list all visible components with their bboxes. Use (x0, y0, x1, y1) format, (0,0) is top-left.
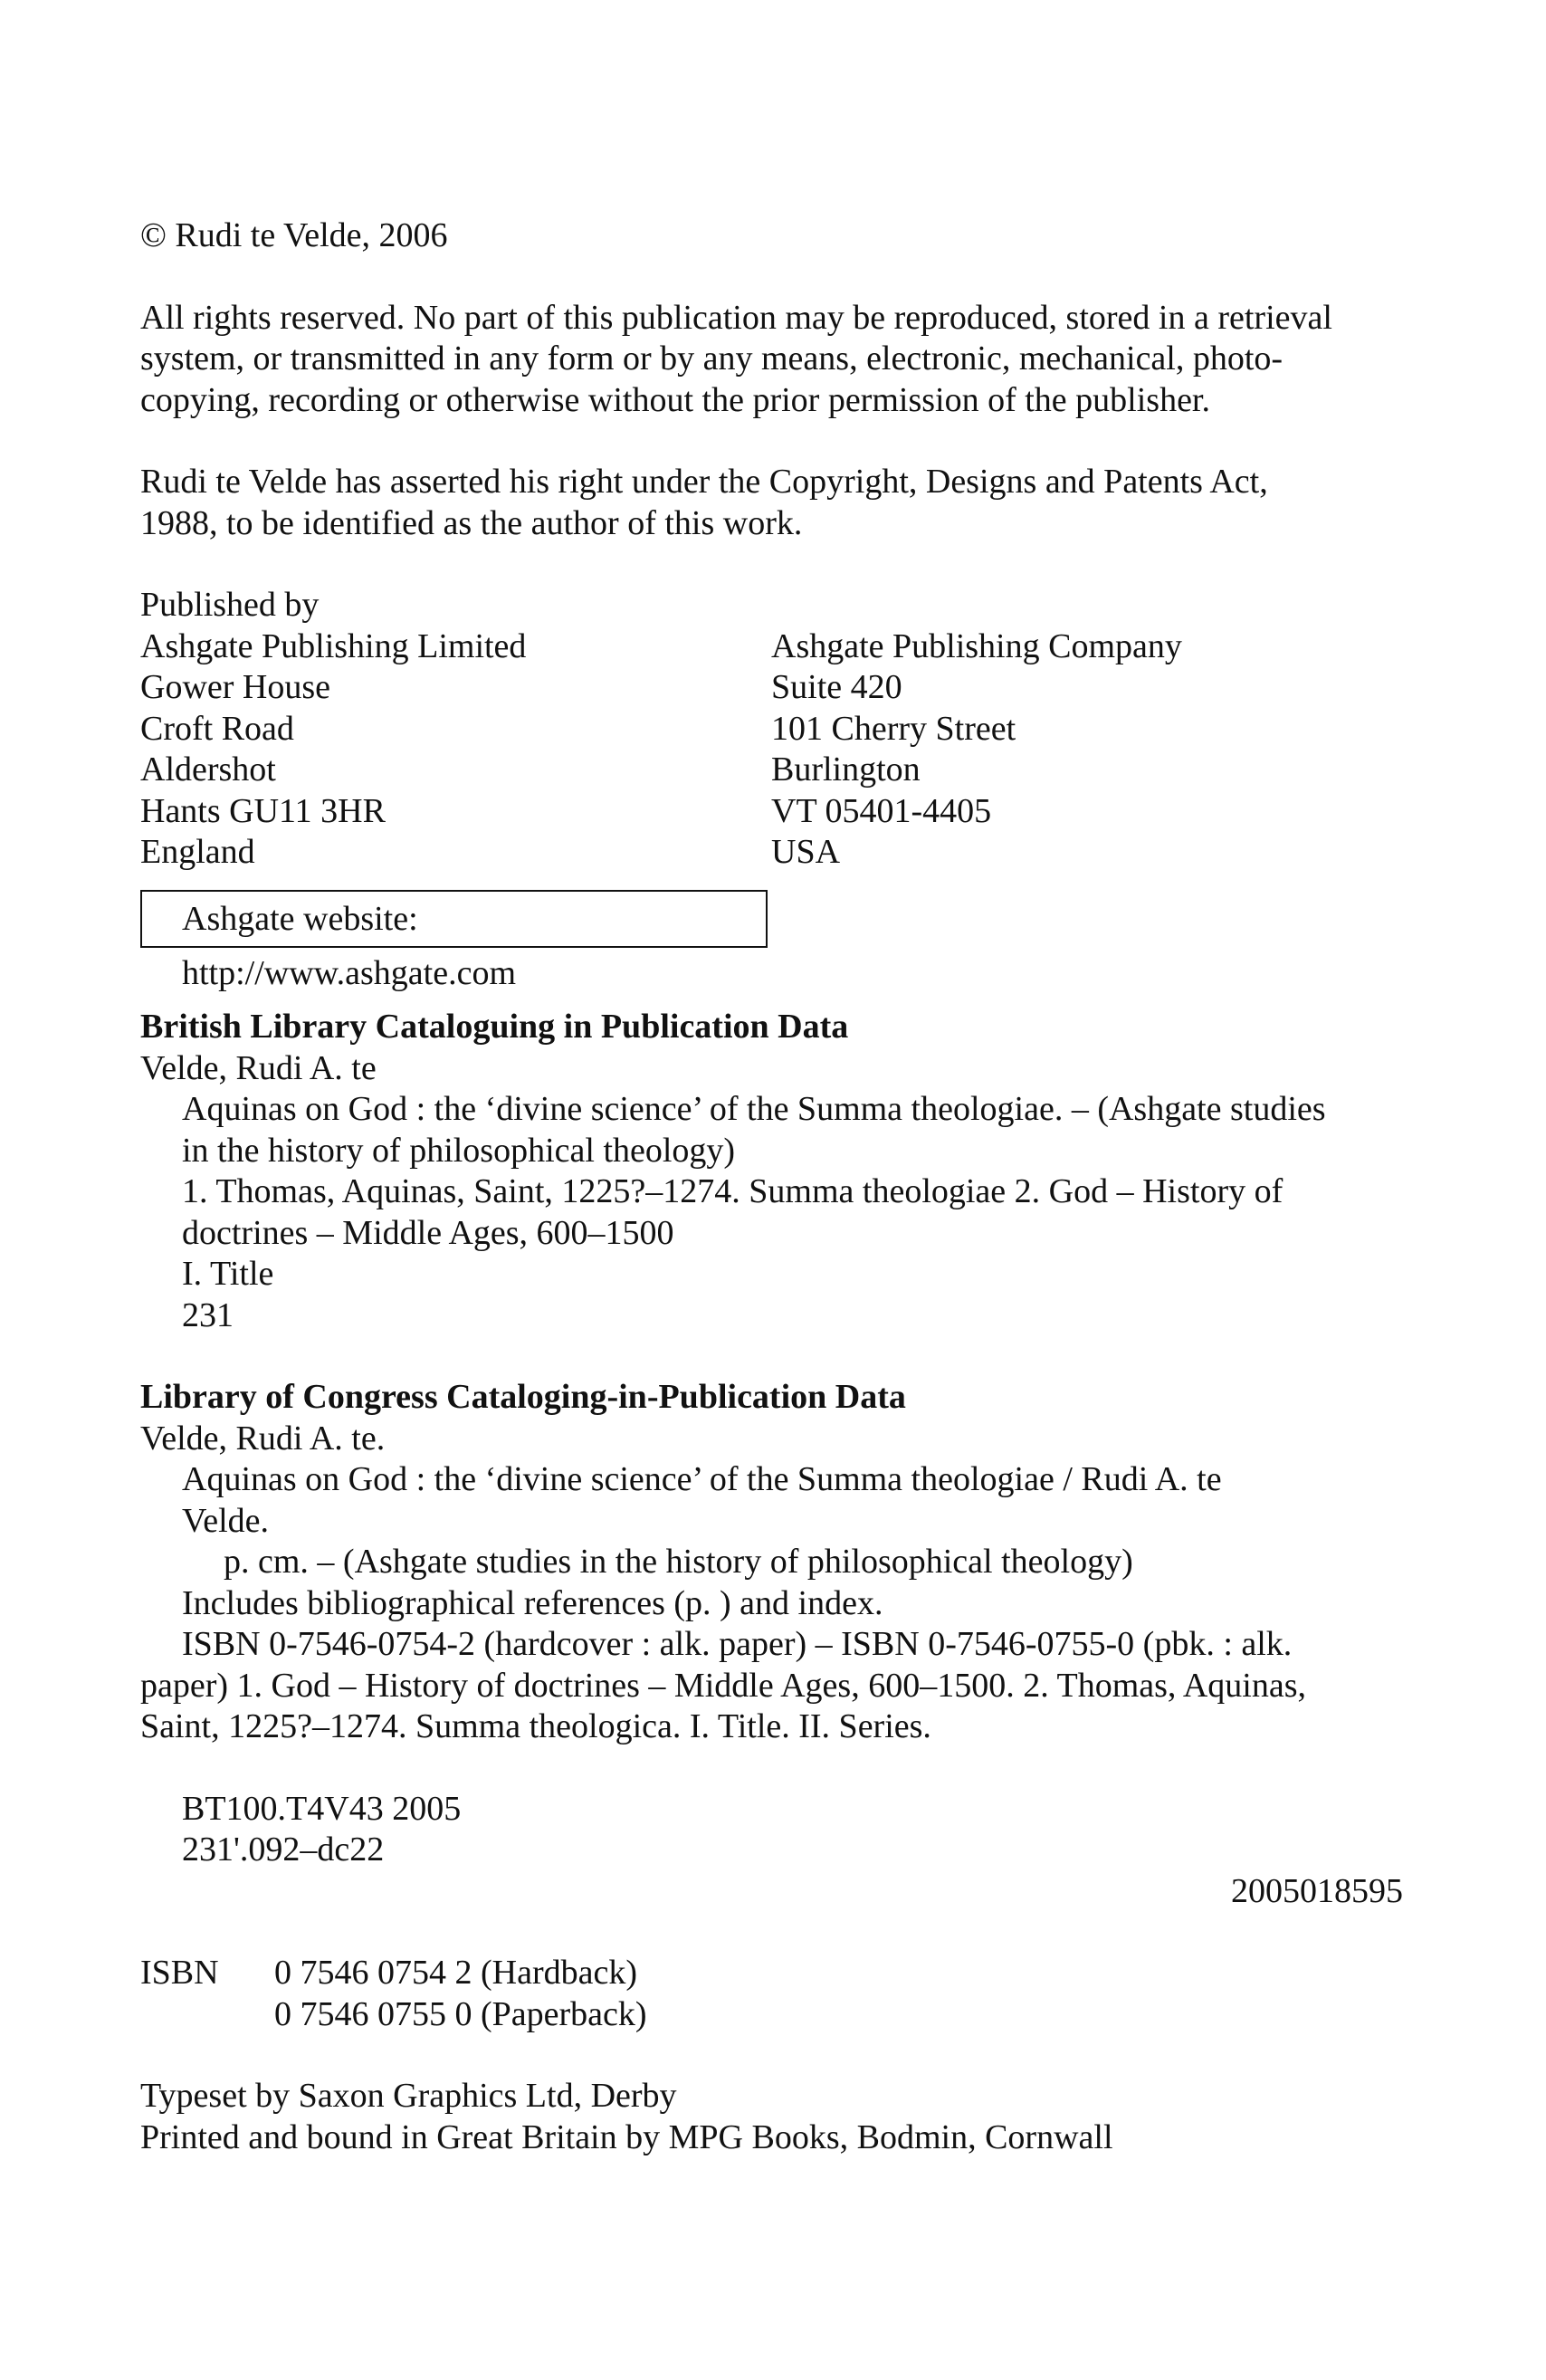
copyright-notice: © Rudi te Velde, 2006 (140, 216, 448, 254)
address-line: USA (771, 833, 841, 871)
loc-call-number: BT100.T4V43 2005 (182, 1789, 462, 1828)
isbn-label: ISBN (140, 1954, 219, 1992)
address-line: Suite 420 (771, 668, 902, 706)
assertion-line: 1988, to be identified as the author of this work. (140, 503, 803, 542)
loc-heading: Library of Congress Cataloging-in-Publication Data (140, 1378, 906, 1416)
published-by-label: Published by (140, 586, 320, 624)
address-line: England (140, 833, 255, 871)
isbn-hardback: 0 7546 0754 2 (Hardback) (274, 1954, 638, 1992)
address-line: Hants GU11 3HR (140, 791, 386, 830)
address-line: Ashgate Publishing Limited (140, 626, 527, 665)
isbn-values (274, 1953, 647, 2035)
bl-line: Aquinas on God : the ‘divine science’ of the Summa theologiae. – (Ashgate studies (182, 1090, 1326, 1128)
loc-author: Velde, Rudi A. te. (140, 1419, 386, 1458)
publisher-us-address (771, 626, 1403, 874)
loc-includes: Includes bibliographical references (p. ) and index. (182, 1583, 883, 1622)
loc-isbn-line: Saint, 1225?–1274. Summa theologica. I. Title. II. Series. (140, 1707, 931, 1745)
rights-line: system, or transmitted in any form or by any means, electronic, mechanical, photo- (140, 339, 1284, 378)
assertion-paragraph (140, 462, 1403, 544)
loc-title-line: Aquinas on God : the ‘divine science’ of the Summa theologiae / Rudi A. te (182, 1460, 1222, 1498)
bl-line: 1. Thomas, Aquinas, Saint, 1225?–1274. Summa theologiae 2. God – History of (182, 1172, 1284, 1210)
rights-line: All rights reserved. No part of this publication may be reproduced, stored in a retrieval (140, 298, 1332, 337)
bl-author: Velde, Rudi A. te (140, 1048, 377, 1087)
loc-title-line: Velde. (182, 1501, 270, 1540)
isbn-block (140, 1953, 1403, 2035)
library-of-congress-cip (140, 1377, 1403, 1912)
address-line: VT 05401-4405 (771, 791, 992, 830)
copyright-page (140, 215, 1403, 2158)
bl-line: I. Title (182, 1255, 274, 1293)
loc-dewey: 231'.092–dc22 (182, 1830, 385, 1869)
loc-isbn-line: ISBN 0-7546-0754-2 (hardcover : alk. paper) – ISBN 0-7546-0755-0 (pbk. : alk. (182, 1625, 1293, 1663)
address-line: 101 Cherry Street (771, 709, 1016, 748)
rights-paragraph (140, 298, 1403, 422)
publisher-uk-address (140, 626, 771, 874)
website-box: Ashgate website: http://www.ashgate.com (140, 890, 768, 948)
isbn-paperback: 0 7546 0755 0 (Paperback) (274, 1994, 647, 2033)
bl-line: doctrines – Middle Ages, 600–1500 (182, 1213, 674, 1252)
typeset-credit: Typeset by Saxon Graphics Ltd, Derby (140, 2077, 677, 2115)
loc-lccn: 2005018595 (1231, 1871, 1403, 1910)
address-line: Burlington (771, 750, 921, 789)
bl-line: in the history of philosophical theology) (182, 1131, 736, 1170)
bl-line: 231 (182, 1295, 234, 1334)
address-line: Ashgate Publishing Company (771, 626, 1182, 665)
bl-heading: British Library Cataloguing in Publication Data (140, 1008, 849, 1046)
british-library-cip (140, 1007, 1403, 1336)
printed-credit: Printed and bound in Great Britain by MPG Books, Bodmin, Cornwall (140, 2117, 1113, 2156)
publisher-addresses (140, 626, 1403, 874)
address-line: Croft Road (140, 709, 294, 748)
loc-series: p. cm. – (Ashgate studies in the history of philosophical theology) (224, 1543, 1133, 1581)
address-line: Aldershot (140, 750, 276, 789)
rights-line: copying, recording or otherwise without the prior permission of the publisher. (140, 380, 1210, 419)
loc-isbn-line: paper) 1. God – History of doctrines – Middle Ages, 600–1500. 2. Thomas, Aquinas, (140, 1666, 1306, 1705)
assertion-line: Rudi te Velde has asserted his right under the Copyright, Designs and Patents Act, (140, 463, 1268, 501)
address-line: Gower House (140, 668, 331, 706)
